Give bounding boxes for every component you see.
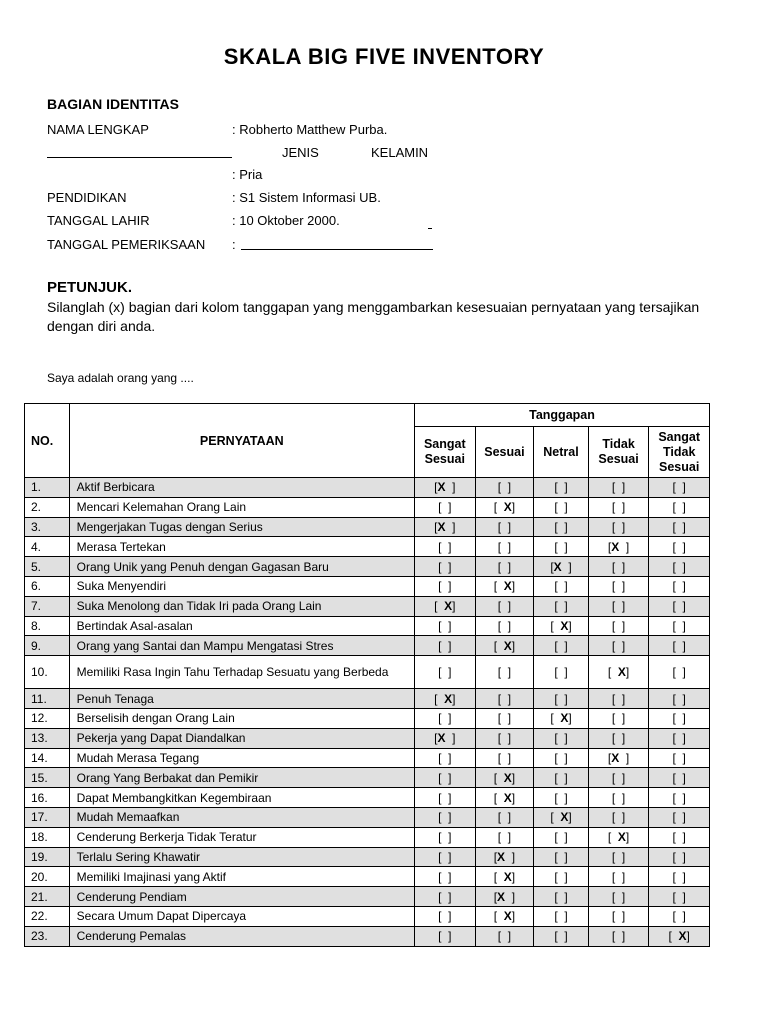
response-checkbox-sangat-tidak-sesuai[interactable]: [ ] bbox=[649, 708, 710, 728]
response-checkbox-sangat-sesuai[interactable]: [X ] bbox=[415, 728, 476, 748]
response-checkbox-tidak-sesuai[interactable]: [ ] bbox=[588, 867, 649, 887]
row-statement: Bertindak Asal-asalan bbox=[69, 616, 414, 636]
kelamin-label: KELAMIN bbox=[371, 145, 429, 160]
response-checkbox-netral[interactable]: [ ] bbox=[534, 827, 589, 847]
table-row bbox=[25, 517, 710, 537]
row-number: 16. bbox=[25, 788, 70, 808]
row-statement: Pekerja yang Dapat Diandalkan bbox=[69, 728, 414, 748]
response-checkbox-sangat-tidak-sesuai[interactable]: [ ] bbox=[649, 576, 710, 596]
nama-blank-line bbox=[47, 157, 232, 158]
response-checkbox-netral[interactable]: [ ] bbox=[534, 537, 589, 557]
response-checkbox-sangat-sesuai[interactable]: [ ] bbox=[415, 807, 476, 827]
row-number: 22. bbox=[25, 906, 70, 926]
table-row bbox=[25, 616, 710, 636]
response-checkbox-tidak-sesuai[interactable]: [ ] bbox=[588, 768, 649, 788]
row-statement: Berselisih dengan Orang Lain bbox=[69, 708, 414, 728]
row-number: 21. bbox=[25, 887, 70, 907]
row-number: 18. bbox=[25, 827, 70, 847]
response-checkbox-sangat-sesuai[interactable]: [ ] bbox=[415, 537, 476, 557]
row-statement: Cenderung Berkerja Tidak Teratur bbox=[69, 827, 414, 847]
response-checkbox-netral[interactable]: [ ] bbox=[534, 788, 589, 808]
table-row bbox=[25, 636, 710, 656]
response-checkbox-sesuai[interactable]: [ X] bbox=[475, 768, 534, 788]
response-checkbox-tidak-sesuai[interactable]: [ ] bbox=[588, 926, 649, 946]
tanggal-lahir-dash bbox=[428, 228, 432, 229]
row-number: 15. bbox=[25, 768, 70, 788]
table-row bbox=[25, 847, 710, 867]
row-statement: Mudah Merasa Tegang bbox=[69, 748, 414, 768]
response-checkbox-sesuai[interactable]: [ X] bbox=[475, 576, 534, 596]
response-checkbox-sesuai[interactable]: [ ] bbox=[475, 517, 534, 537]
response-checkbox-netral[interactable]: [ ] bbox=[534, 576, 589, 596]
col-sesuai-header: Sesuai bbox=[475, 427, 534, 478]
row-number: 19. bbox=[25, 847, 70, 867]
response-checkbox-tidak-sesuai[interactable]: [ ] bbox=[588, 906, 649, 926]
response-checkbox-tidak-sesuai[interactable]: [ ] bbox=[588, 807, 649, 827]
response-checkbox-sangat-tidak-sesuai[interactable]: [ ] bbox=[649, 656, 710, 689]
col-response-header: Tanggapan bbox=[415, 404, 710, 427]
tanggal-pemeriksaan-value[interactable]: : bbox=[232, 237, 236, 252]
response-checkbox-netral[interactable]: [ ] bbox=[534, 906, 589, 926]
response-checkbox-netral[interactable]: [ ] bbox=[534, 887, 589, 907]
table-row bbox=[25, 728, 710, 748]
response-checkbox-netral[interactable]: [ ] bbox=[534, 748, 589, 768]
col-netral-header: Netral bbox=[534, 427, 589, 478]
row-number: 12. bbox=[25, 708, 70, 728]
response-checkbox-sesuai[interactable]: [ ] bbox=[475, 689, 534, 709]
row-statement: Terlalu Sering Khawatir bbox=[69, 847, 414, 867]
response-checkbox-sangat-sesuai[interactable]: [ ] bbox=[415, 867, 476, 887]
row-statement: Dapat Membangkitkan Kegembiraan bbox=[69, 788, 414, 808]
table-row bbox=[25, 478, 710, 498]
response-checkbox-sangat-tidak-sesuai[interactable]: [ ] bbox=[649, 887, 710, 907]
response-checkbox-sesuai[interactable]: [ ] bbox=[475, 478, 534, 498]
response-checkbox-tidak-sesuai[interactable]: [ ] bbox=[588, 478, 649, 498]
table-row bbox=[25, 537, 710, 557]
table-row bbox=[25, 867, 710, 887]
response-checkbox-netral[interactable]: [ ] bbox=[534, 768, 589, 788]
row-number: 1. bbox=[25, 478, 70, 498]
response-checkbox-sangat-sesuai[interactable]: [ ] bbox=[415, 636, 476, 656]
row-statement: Aktif Berbicara bbox=[69, 478, 414, 498]
identity-heading: BAGIAN IDENTITAS bbox=[47, 96, 179, 112]
response-checkbox-tidak-sesuai[interactable]: [ ] bbox=[588, 788, 649, 808]
table-row bbox=[25, 708, 710, 728]
response-checkbox-sesuai[interactable]: [ X] bbox=[475, 867, 534, 887]
tanggal-pemeriksaan-blank-line[interactable] bbox=[241, 249, 433, 250]
response-checkbox-netral[interactable]: [ ] bbox=[534, 596, 589, 616]
response-checkbox-sangat-sesuai[interactable]: [ ] bbox=[415, 748, 476, 768]
row-statement: Mudah Memaafkan bbox=[69, 807, 414, 827]
response-checkbox-tidak-sesuai[interactable]: [ ] bbox=[588, 847, 649, 867]
response-checkbox-sesuai[interactable]: [ X] bbox=[475, 906, 534, 926]
row-number: 17. bbox=[25, 807, 70, 827]
response-checkbox-netral[interactable]: [ X] bbox=[534, 616, 589, 636]
response-checkbox-sesuai[interactable]: [ ] bbox=[475, 616, 534, 636]
response-checkbox-tidak-sesuai[interactable]: [ ] bbox=[588, 497, 649, 517]
row-statement: Penuh Tenaga bbox=[69, 689, 414, 709]
intro-text: Saya adalah orang yang .... bbox=[47, 371, 194, 385]
table-row bbox=[25, 596, 710, 616]
response-checkbox-sangat-tidak-sesuai[interactable]: [ ] bbox=[649, 557, 710, 577]
response-checkbox-sangat-sesuai[interactable]: [ X] bbox=[415, 596, 476, 616]
table-row bbox=[25, 768, 710, 788]
response-checkbox-sangat-sesuai[interactable]: [ ] bbox=[415, 906, 476, 926]
response-checkbox-netral[interactable]: [ ] bbox=[534, 847, 589, 867]
response-checkbox-sangat-tidak-sesuai[interactable]: [ ] bbox=[649, 807, 710, 827]
response-checkbox-tidak-sesuai[interactable]: [ ] bbox=[588, 887, 649, 907]
response-checkbox-tidak-sesuai[interactable]: [ X] bbox=[588, 827, 649, 847]
response-checkbox-sangat-sesuai[interactable]: [ ] bbox=[415, 656, 476, 689]
col-no-header: NO. bbox=[25, 404, 70, 478]
row-statement: Memiliki Imajinasi yang Aktif bbox=[69, 867, 414, 887]
table-row bbox=[25, 748, 710, 768]
response-checkbox-sangat-sesuai[interactable]: [ ] bbox=[415, 557, 476, 577]
response-checkbox-sangat-sesuai[interactable]: [ ] bbox=[415, 847, 476, 867]
response-checkbox-sangat-tidak-sesuai[interactable]: [ X] bbox=[649, 926, 710, 946]
row-statement: Cenderung Pemalas bbox=[69, 926, 414, 946]
row-number: 2. bbox=[25, 497, 70, 517]
response-checkbox-tidak-sesuai[interactable]: [ ] bbox=[588, 616, 649, 636]
response-checkbox-tidak-sesuai[interactable]: [X ] bbox=[588, 748, 649, 768]
response-checkbox-sangat-tidak-sesuai[interactable]: [ ] bbox=[649, 689, 710, 709]
response-checkbox-netral[interactable]: [ ] bbox=[534, 656, 589, 689]
response-checkbox-sesuai[interactable]: [ ] bbox=[475, 557, 534, 577]
response-checkbox-sesuai[interactable]: [ X] bbox=[475, 497, 534, 517]
row-statement: Orang Unik yang Penuh dengan Gagasan Baru bbox=[69, 557, 414, 577]
table-row bbox=[25, 827, 710, 847]
response-checkbox-sesuai[interactable]: [ ] bbox=[475, 807, 534, 827]
response-checkbox-sangat-tidak-sesuai[interactable]: [ ] bbox=[649, 497, 710, 517]
response-checkbox-tidak-sesuai[interactable]: [ ] bbox=[588, 557, 649, 577]
response-checkbox-netral[interactable]: [ ] bbox=[534, 636, 589, 656]
nama-value[interactable]: : Robherto Matthew Purba. bbox=[232, 122, 388, 137]
instructions-text: Silanglah (x) bagian dari kolom tanggapan yang menggambarkan kesesuaian pernyataan yang tersajikan dengan diri anda. bbox=[47, 299, 700, 334]
table-row bbox=[25, 689, 710, 709]
response-checkbox-sesuai[interactable]: [ X] bbox=[475, 788, 534, 808]
response-table bbox=[24, 403, 710, 947]
table-row bbox=[25, 926, 710, 946]
response-checkbox-tidak-sesuai[interactable]: [ ] bbox=[588, 517, 649, 537]
response-checkbox-sangat-tidak-sesuai[interactable]: [ ] bbox=[649, 748, 710, 768]
row-number: 6. bbox=[25, 576, 70, 596]
table-row bbox=[25, 807, 710, 827]
response-checkbox-tidak-sesuai[interactable]: [ X] bbox=[588, 656, 649, 689]
row-number: 8. bbox=[25, 616, 70, 636]
tanggal-lahir-value[interactable]: : 10 Oktober 2000. bbox=[232, 213, 340, 228]
row-statement: Merasa Tertekan bbox=[69, 537, 414, 557]
response-checkbox-tidak-sesuai[interactable]: [ ] bbox=[588, 728, 649, 748]
row-number: 20. bbox=[25, 867, 70, 887]
response-checkbox-sangat-sesuai[interactable]: [ ] bbox=[415, 926, 476, 946]
col-tidak-sesuai-header: Tidak Sesuai bbox=[588, 427, 649, 478]
response-checkbox-sangat-sesuai[interactable]: [X ] bbox=[415, 517, 476, 537]
row-number: 7. bbox=[25, 596, 70, 616]
response-checkbox-tidak-sesuai[interactable]: [ ] bbox=[588, 689, 649, 709]
response-checkbox-sesuai[interactable]: [X ] bbox=[475, 887, 534, 907]
jenis-label: JENIS bbox=[282, 145, 319, 160]
response-checkbox-sesuai[interactable]: [ ] bbox=[475, 926, 534, 946]
row-statement: Secara Umum Dapat Dipercaya bbox=[69, 906, 414, 926]
table-row bbox=[25, 497, 710, 517]
response-checkbox-netral[interactable]: [ ] bbox=[534, 517, 589, 537]
response-checkbox-sesuai[interactable]: [ ] bbox=[475, 656, 534, 689]
response-checkbox-netral[interactable]: [ X] bbox=[534, 807, 589, 827]
row-number: 3. bbox=[25, 517, 70, 537]
table-row bbox=[25, 656, 710, 689]
col-sangat-sesuai-header: Sangat Sesuai bbox=[415, 427, 476, 478]
response-checkbox-sesuai[interactable]: [ ] bbox=[475, 728, 534, 748]
response-checkbox-sangat-tidak-sesuai[interactable]: [ ] bbox=[649, 906, 710, 926]
row-statement: Cenderung Pendiam bbox=[69, 887, 414, 907]
pendidikan-label: PENDIDIKAN bbox=[47, 190, 127, 205]
col-sangat-tidak-sesuai-header: Sangat Tidak Sesuai bbox=[649, 427, 710, 478]
jenis-kelamin-value[interactable]: : Pria bbox=[232, 167, 263, 182]
response-checkbox-netral[interactable]: [ ] bbox=[534, 867, 589, 887]
response-checkbox-sangat-tidak-sesuai[interactable]: [ ] bbox=[649, 636, 710, 656]
response-checkbox-sangat-tidak-sesuai[interactable]: [ ] bbox=[649, 827, 710, 847]
page-title: SKALA BIG FIVE INVENTORY bbox=[223, 44, 545, 69]
response-checkbox-sangat-tidak-sesuai[interactable]: [ ] bbox=[649, 847, 710, 867]
response-checkbox-netral[interactable]: [ ] bbox=[534, 689, 589, 709]
response-checkbox-sangat-sesuai[interactable]: [ ] bbox=[415, 616, 476, 636]
response-checkbox-sangat-tidak-sesuai[interactable]: [ ] bbox=[649, 517, 710, 537]
response-checkbox-tidak-sesuai[interactable]: [ ] bbox=[588, 708, 649, 728]
response-checkbox-tidak-sesuai[interactable]: [ ] bbox=[588, 596, 649, 616]
response-checkbox-sesuai[interactable]: [ X] bbox=[475, 636, 534, 656]
response-checkbox-sesuai[interactable]: [X ] bbox=[475, 847, 534, 867]
response-checkbox-netral[interactable]: [ ] bbox=[534, 478, 589, 498]
row-number: 11. bbox=[25, 689, 70, 709]
response-checkbox-sesuai[interactable]: [ ] bbox=[475, 596, 534, 616]
response-checkbox-sangat-tidak-sesuai[interactable]: [ ] bbox=[649, 596, 710, 616]
row-statement: Orang Yang Berbakat dan Pemikir bbox=[69, 768, 414, 788]
response-checkbox-sesuai[interactable]: [ ] bbox=[475, 708, 534, 728]
response-checkbox-sangat-tidak-sesuai[interactable]: [ ] bbox=[649, 478, 710, 498]
response-checkbox-sangat-sesuai[interactable]: [ ] bbox=[415, 576, 476, 596]
response-checkbox-sesuai[interactable]: [ ] bbox=[475, 537, 534, 557]
table-row bbox=[25, 887, 710, 907]
response-checkbox-sesuai[interactable]: [ ] bbox=[475, 827, 534, 847]
row-statement: Mencari Kelemahan Orang Lain bbox=[69, 497, 414, 517]
response-checkbox-tidak-sesuai[interactable]: [ ] bbox=[588, 576, 649, 596]
table-row bbox=[25, 906, 710, 926]
response-checkbox-sangat-sesuai[interactable]: [ ] bbox=[415, 708, 476, 728]
response-checkbox-sangat-sesuai[interactable]: [ ] bbox=[415, 768, 476, 788]
response-checkbox-netral[interactable]: [ ] bbox=[534, 497, 589, 517]
tanggal-pemeriksaan-label: TANGGAL PEMERIKSAAN bbox=[47, 237, 206, 252]
response-checkbox-sangat-tidak-sesuai[interactable]: [ ] bbox=[649, 788, 710, 808]
nama-label: NAMA LENGKAP bbox=[47, 122, 149, 137]
response-checkbox-sangat-sesuai[interactable]: [ ] bbox=[415, 827, 476, 847]
response-checkbox-sangat-sesuai[interactable]: [ ] bbox=[415, 497, 476, 517]
instructions-heading: PETUNJUK. bbox=[47, 279, 133, 296]
response-checkbox-sangat-tidak-sesuai[interactable]: [ ] bbox=[649, 537, 710, 557]
response-checkbox-tidak-sesuai[interactable]: [ ] bbox=[588, 636, 649, 656]
row-number: 4. bbox=[25, 537, 70, 557]
row-number: 5. bbox=[25, 557, 70, 577]
row-number: 9. bbox=[25, 636, 70, 656]
response-checkbox-sangat-sesuai[interactable]: [ ] bbox=[415, 887, 476, 907]
response-checkbox-tidak-sesuai[interactable]: [X ] bbox=[588, 537, 649, 557]
row-number: 13. bbox=[25, 728, 70, 748]
response-checkbox-netral[interactable]: [ ] bbox=[534, 728, 589, 748]
row-number: 10. bbox=[25, 656, 70, 689]
response-checkbox-sangat-tidak-sesuai[interactable]: [ ] bbox=[649, 768, 710, 788]
response-checkbox-netral[interactable]: [ X] bbox=[534, 708, 589, 728]
row-statement: Suka Menolong dan Tidak Iri pada Orang Lain bbox=[69, 596, 414, 616]
table-row bbox=[25, 576, 710, 596]
table-row bbox=[25, 788, 710, 808]
response-checkbox-sangat-tidak-sesuai[interactable]: [ ] bbox=[649, 616, 710, 636]
response-checkbox-sangat-sesuai[interactable]: [ ] bbox=[415, 788, 476, 808]
response-checkbox-sangat-sesuai[interactable]: [ X] bbox=[415, 689, 476, 709]
response-checkbox-netral[interactable]: [X ] bbox=[534, 557, 589, 577]
response-checkbox-sangat-tidak-sesuai[interactable]: [ ] bbox=[649, 728, 710, 748]
col-statement-header: PERNYATAAN bbox=[69, 404, 414, 478]
row-number: 23. bbox=[25, 926, 70, 946]
row-statement: Suka Menyendiri bbox=[69, 576, 414, 596]
tanggal-lahir-label: TANGGAL LAHIR bbox=[47, 213, 150, 228]
row-statement: Orang yang Santai dan Mampu Mengatasi Stres bbox=[69, 636, 414, 656]
response-checkbox-netral[interactable]: [ ] bbox=[534, 926, 589, 946]
row-statement: Mengerjakan Tugas dengan Serius bbox=[69, 517, 414, 537]
pendidikan-value[interactable]: : S1 Sistem Informasi UB. bbox=[232, 190, 381, 205]
row-number: 14. bbox=[25, 748, 70, 768]
response-checkbox-sangat-tidak-sesuai[interactable]: [ ] bbox=[649, 867, 710, 887]
response-checkbox-sesuai[interactable]: [ ] bbox=[475, 748, 534, 768]
row-statement: Memiliki Rasa Ingin Tahu Terhadap Sesuatu yang Berbeda bbox=[69, 656, 414, 689]
table-row bbox=[25, 557, 710, 577]
response-checkbox-sangat-sesuai[interactable]: [X ] bbox=[415, 478, 476, 498]
